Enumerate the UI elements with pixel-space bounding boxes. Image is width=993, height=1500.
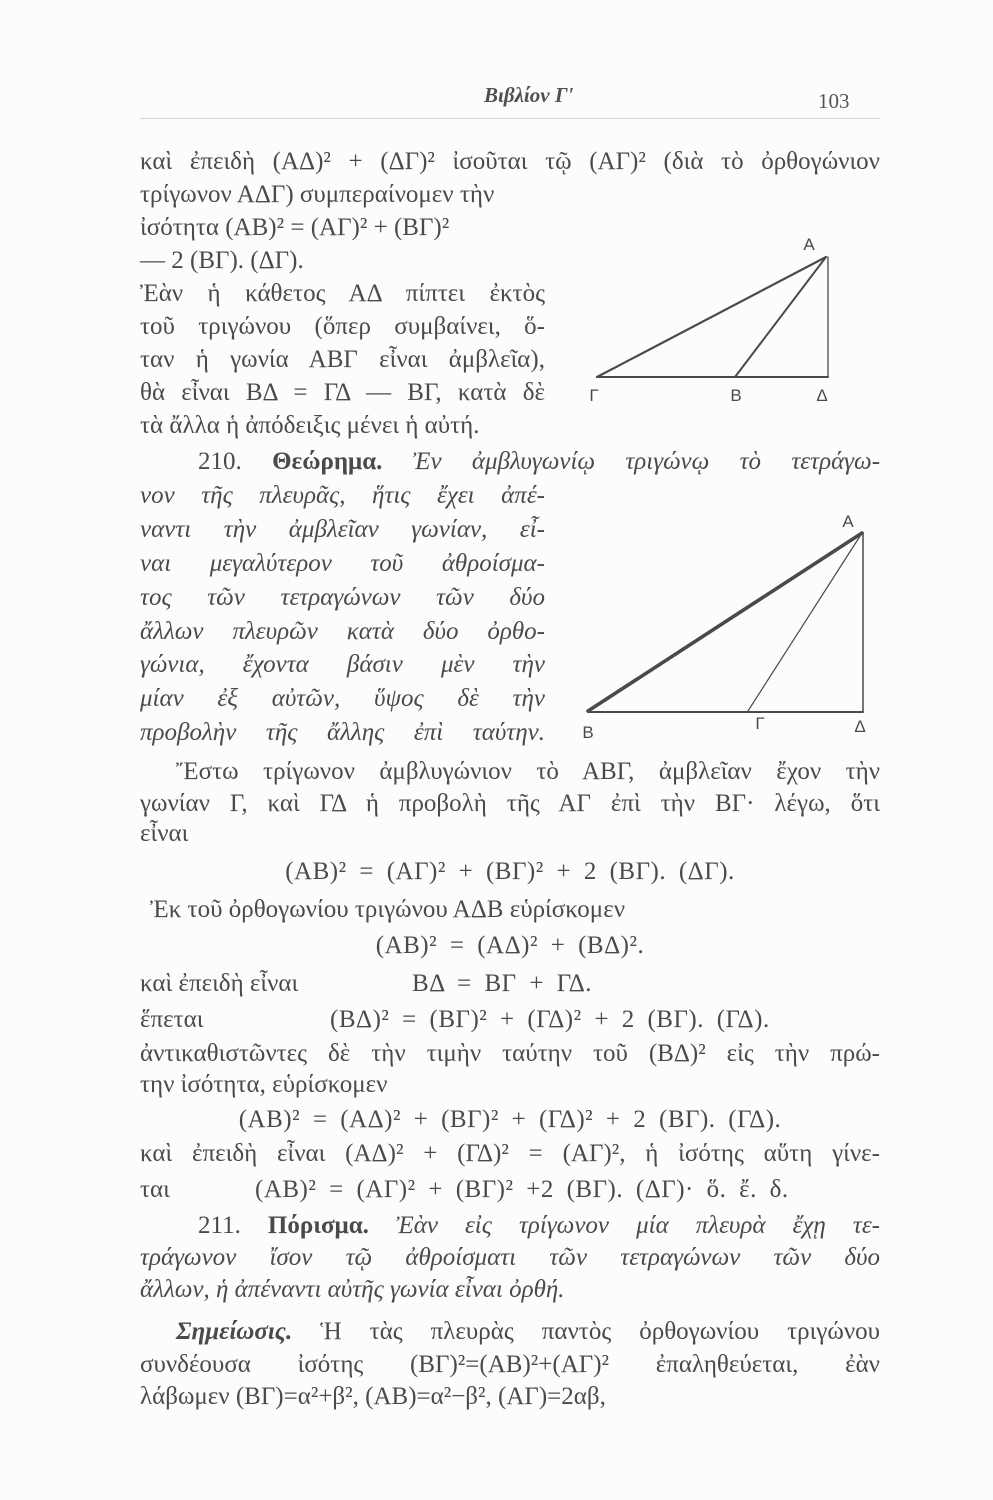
proof-line-1: Ἔστω τρίγωνον ἀμβλυγώνιον τὸ ΑΒΓ, ἀμβλεῖαν ἔχον τὴν — [176, 758, 880, 785]
proof-pythagoras-equation: (ΑΒ)² = (ΑΔ)² + (ΒΔ)². — [375, 932, 645, 959]
corollary-line-3: ἄλλων, ἡ ἀπέναντι αὐτῆς γωνία εἶναι ὀρθή. — [140, 1276, 565, 1303]
intro-line-8: θὰ εἶναι ΒΔ = ΓΔ — ΒΓ, κατὰ δὲ — [140, 379, 545, 406]
figure-1-label-g: Γ — [589, 386, 599, 405]
figure-2-label-d: Δ — [854, 717, 866, 736]
figure-1-triangle — [589, 235, 828, 405]
running-header-title: Βιβλίον Γ' — [484, 83, 574, 107]
proof-right-triangle-line: Ἐκ τοῦ ὀρθογωνίου τριγώνου ΑΔΒ εὑρίσκομεν — [150, 896, 625, 923]
proof-expanded-equation: (ΑΒ)² = (ΑΔ)² + (ΒΓ)² + (ΓΔ)² + 2 (ΒΓ). (ΓΔ). — [238, 1106, 782, 1133]
corollary-heading: Πόρισμα. — [267, 1212, 369, 1239]
proof-line-3: εἶναι — [140, 820, 189, 847]
figure-1-label-a: Α — [803, 235, 815, 254]
intro-line-3: ἰσότητα (ΑΒ)² = (ΑΓ)² + (ΒΓ)² — [140, 214, 450, 241]
note-line-3: λάβωμεν (ΒΓ)=α²+β², (ΑΒ)=α²−β², (ΑΓ)=2αβ, — [140, 1383, 606, 1410]
note-line-2: συνδέουσα ἰσότης (ΒΓ)²=(ΑΒ)²+(ΑΓ)² ἐπαληθεύεται, ἐὰν — [140, 1351, 880, 1378]
figure-2-label-b: Β — [582, 723, 594, 742]
proof-since-formula: ΒΔ = ΒΓ + ΓΔ. — [412, 970, 593, 997]
theorem-number: 210. — [198, 448, 242, 475]
page-number: 103 — [818, 89, 850, 113]
theorem-heading: Θεώρημα. — [272, 448, 383, 475]
figure-2-side-ba — [588, 533, 862, 711]
corollary-statement-start: Ἐὰν εἰς τρίγωνον μία πλευρὰ ἔχῃ τε- — [395, 1212, 880, 1239]
figure-1-label-b: Β — [730, 386, 742, 405]
figure-2-label-a: Α — [842, 512, 854, 531]
corollary-first-line — [198, 1210, 880, 1242]
theorem-line-5: τος τῶν τετραγώνων τῶν δύο — [140, 584, 545, 611]
figure-2-label-g: Γ — [755, 714, 765, 733]
note-first-line — [176, 1316, 880, 1348]
figure-1-side-ga — [597, 257, 826, 377]
figure-1-side-ba — [735, 257, 826, 377]
proof-since-line: καὶ ἐπειδὴ εἶναι (ΑΔ)² + (ΓΔ)² = (ΑΓ)², ἡ ἰσότης αὕτη γίνε- — [140, 1140, 880, 1167]
proof-result-formula: (ΑΒ)² = (ΑΓ)² + (ΒΓ)² +2 (ΒΓ). (ΔΓ)· ὅ. ἔ. δ. — [255, 1176, 789, 1203]
theorem-line-3: ναντι τὴν ἀμβλεῖαν γωνίαν, εἶ- — [140, 516, 545, 543]
intro-line-7: ταν ἡ γωνία ΑΒΓ εἶναι ἀμβλεῖα), — [140, 346, 545, 373]
figure-2-side-ga — [748, 533, 862, 711]
theorem-first-line — [198, 446, 880, 478]
proof-line-2: γωνίαν Γ, καὶ ΓΔ ἡ προβολὴ τῆς ΑΓ ἐπὶ τὴν ΒΓ· λέγω, ὅτι — [140, 790, 880, 817]
proof-claim-equation: (ΑΒ)² = (ΑΓ)² + (ΒΓ)² + 2 (ΒΓ). (ΔΓ). — [285, 858, 735, 885]
intro-line-6: τοῦ τριγώνου (ὅπερ συμβαίνει, ὅ- — [140, 313, 545, 340]
proof-result-label: ται — [140, 1176, 170, 1203]
intro-line-2: τρίγωνον ΑΔΓ) συμπεραίνομεν τὴν — [140, 181, 495, 208]
theorem-line-8: μίαν ἐξ αὐτῶν, ὕψος δὲ τὴν — [140, 685, 545, 712]
theorem-line-2: νον τῆς πλευρᾶς, ἥτις ἔχει ἀπέ- — [140, 482, 545, 509]
theorem-statement-start: Ἐν ἀμβλυγωνίῳ τριγώνῳ τὸ τετράγω- — [412, 448, 881, 475]
figure-2-triangle — [582, 512, 865, 742]
proof-follows-label: ἕπεται — [140, 1006, 204, 1033]
figure-1-label-d: Δ — [816, 386, 828, 405]
proof-substitute-line-1: ἀντικαθιστῶντες δὲ τὴν τιμὴν ταύτην τοῦ (ΒΔ)² εἰς τὴν πρώ- — [140, 1040, 880, 1067]
note-text-start: Ἡ τὰς πλευρὰς παντὸς ὀρθογωνίου τριγώνου — [320, 1318, 880, 1345]
theorem-line-4: ναι μεγαλύτερον τοῦ ἀθροίσμα- — [140, 550, 545, 577]
corollary-line-2: τράγωνον ἴσον τῷ ἀθροίσματι τῶν τετραγώνων τῶν δύο — [140, 1244, 880, 1271]
theorem-line-7: γώνια, ἔχοντα βάσιν μὲν τὴν — [140, 651, 545, 678]
header-rule — [140, 118, 880, 119]
intro-line-1: καὶ ἐπειδὴ (ΑΔ)² + (ΔΓ)² ἰσοῦται τῷ (ΑΓ)² (διὰ τὸ ὀρθογώνιον — [140, 148, 880, 175]
proof-substitute-line-2: την ἰσότητα, εὑρίσκομεν — [140, 1071, 388, 1098]
theorem-line-6: ἄλλων πλευρῶν κατὰ δύο ὀρθο- — [140, 618, 545, 645]
note-heading: Σημείωσις. — [176, 1318, 293, 1345]
theorem-line-9: προβολὴν τῆς ἄλλης ἐπὶ ταύτην. — [140, 719, 545, 746]
intro-line-9: τὰ ἄλλα ἡ ἀπόδειξις μένει ἡ αὐτή. — [140, 412, 480, 439]
intro-line-4: — 2 (ΒΓ). (ΔΓ). — [140, 247, 304, 274]
corollary-number: 211. — [198, 1212, 241, 1239]
proof-follows-formula: (ΒΔ)² = (ΒΓ)² + (ΓΔ)² + 2 (ΒΓ). (ΓΔ). — [330, 1006, 770, 1033]
proof-since-label: καὶ ἐπειδὴ εἶναι — [140, 970, 299, 997]
intro-line-5: Ἐὰν ἡ κάθετος ΑΔ πίπτει ἐκτὸς — [140, 280, 545, 307]
